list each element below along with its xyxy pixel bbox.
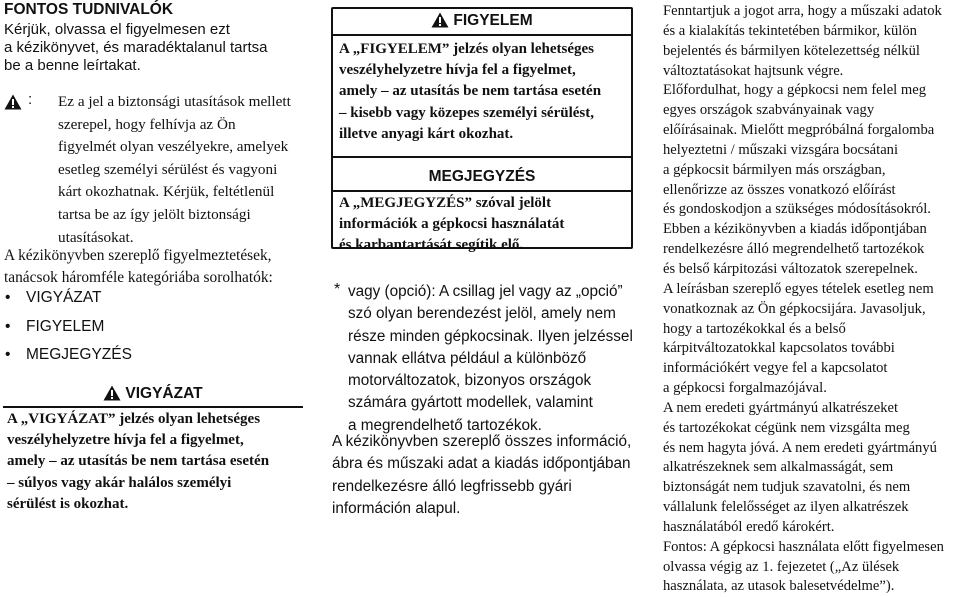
megjegyzes-divider xyxy=(333,190,631,192)
figyelem-title-text: FIGYELEM xyxy=(453,12,533,29)
figyelem-box-title xyxy=(333,10,631,31)
categories-intro: A kézikönyvben szereplő figyelmeztetések, tanácsok háromféle kategóriába sorolhatók: xyxy=(4,247,273,286)
vigyazat-divider xyxy=(3,406,303,408)
warning-colon: : xyxy=(28,91,33,108)
megjegyzes-body: A „MEGJEGYZÉS” szóval jelölt információk a gépkocsi használatát és karbantartását segítik elő. xyxy=(339,195,565,254)
warning-triangle-icon xyxy=(431,12,449,28)
figyelem-box xyxy=(331,7,633,254)
figyelem-bottom-divider xyxy=(333,156,631,158)
figyelem-divider xyxy=(333,34,631,36)
category-item: • VIGYÁZAT xyxy=(4,289,304,318)
right-column-text: Fenntartjuk a jogot arra, hogy a műszaki adatok és a kialakítás tekintetében bármikor, külön bejelentés és bármilyen kötelezettség nélkül változtatásokat hajtsunk végre. Előfordulhat, hogy a gépkocsi nem felel meg egyes országok szabványainak vagy előírásainak. Mielőtt megpróbálná forgalomba helyeztetni / műszaki vizsgára bocsátani a gépkocsit bármilyen más országban, ellenőrizze az összes vonatkozó előírást és gondoskodjon a szükséges módosításokról. Ebben a kézikönyvben a kiadás időpontjában rendelkezésre álló megrendelhető tartozékok és belső kárpitozási változatok szerepelnek. A leírásban szereplő egyes tételek esetleg nem vonatkoznak az Ön gépkocsijára. Javasoljuk, hogy a tartozékokkal és a belső kárpitváltozatokkal kapcsolatos további információkért vegye fel a kapcsolatot a gépkocsi forgalmazójával. A nem eredeti gyártmányú alkatrészeket és tartozékokat cégünk nem vizsgálta meg és nem hagyta jóvá. A nem eredeti gyártmányú alkatrészeknek sem alkalmasságát, sem biztonságát nem tudjuk szavatolni, és nem vállalunk felelősséget az ilyen alkatrészek használatából eredő károkért. Fontos: A gépkocsi használata előtt figyelmesen olvassa végig az 1. fejezetet („Az ülések használata, az utasok balesetvédelme”). xyxy=(663,3,944,595)
category-list xyxy=(4,289,304,375)
category-item: • FIGYELEM xyxy=(4,318,304,347)
warning-triangle-icon xyxy=(4,94,22,110)
section-heading: FONTOS TUDNIVALÓK xyxy=(4,1,174,18)
option-note: vagy (opció): A csillag jel vagy az „opció” szó olyan berendezést jelöl, amely nem része minden gépkocsinak. Ilyen jelzéssel vannak ellátva például a különböző motorváltozatok, bizonyos országok számára gyártott modellek, valamint a megrendelhető tartozékok. xyxy=(348,283,633,434)
category-item: • MEGJEGYZÉS xyxy=(4,346,304,375)
star-symbol: * xyxy=(334,281,341,298)
vigyazat-box-title xyxy=(3,383,303,404)
vigyazat-title-text: VIGYÁZAT xyxy=(125,385,203,402)
figyelem-body: A „FIGYELEM” jelzés olyan lehetséges veszélyhelyzetre hívja fel a figyelmet, amely – az utasítás be nem tartása esetén – kisebb vagy közepes személyi sérülést, illetve anyagi kárt okozhat. xyxy=(339,41,602,142)
vigyazat-body: A „VIGYÁZAT” jelzés olyan lehetséges veszélyhelyzetre hívja fel a figyelmet, amely – az utasítás be nem tartása esetén – súlyos vagy akár halálos személyi sérülést is okozhat. xyxy=(7,411,270,512)
info-note: A kézikönyvben szereplő összes információ, ábra és műszaki adat a kiadás időpontjában rendelkezésre álló legfrissebb gyári információn alapul. xyxy=(332,433,632,517)
intro-text: Kérjük, olvassa el figyelmesen ezt a kézikönyvet, és maradéktalanul tartsa be a benne leírtakat. xyxy=(4,21,268,75)
megjegyzes-box-title: MEGJEGYZÉS xyxy=(428,168,536,185)
vigyazat-box xyxy=(3,382,303,512)
warning-triangle-icon xyxy=(103,385,121,401)
warning-explanation-text: Ez a jel a biztonsági utasítások mellett szerepel, hogy felhívja az Ön figyelmét olyan veszélyekre, amelyek esetleg személyi sérülést és vagyoni kárt okozhatnak. Kérjük, feltétlenül tartsa be az így jelölt biztonsági utasításokat. xyxy=(58,93,291,246)
